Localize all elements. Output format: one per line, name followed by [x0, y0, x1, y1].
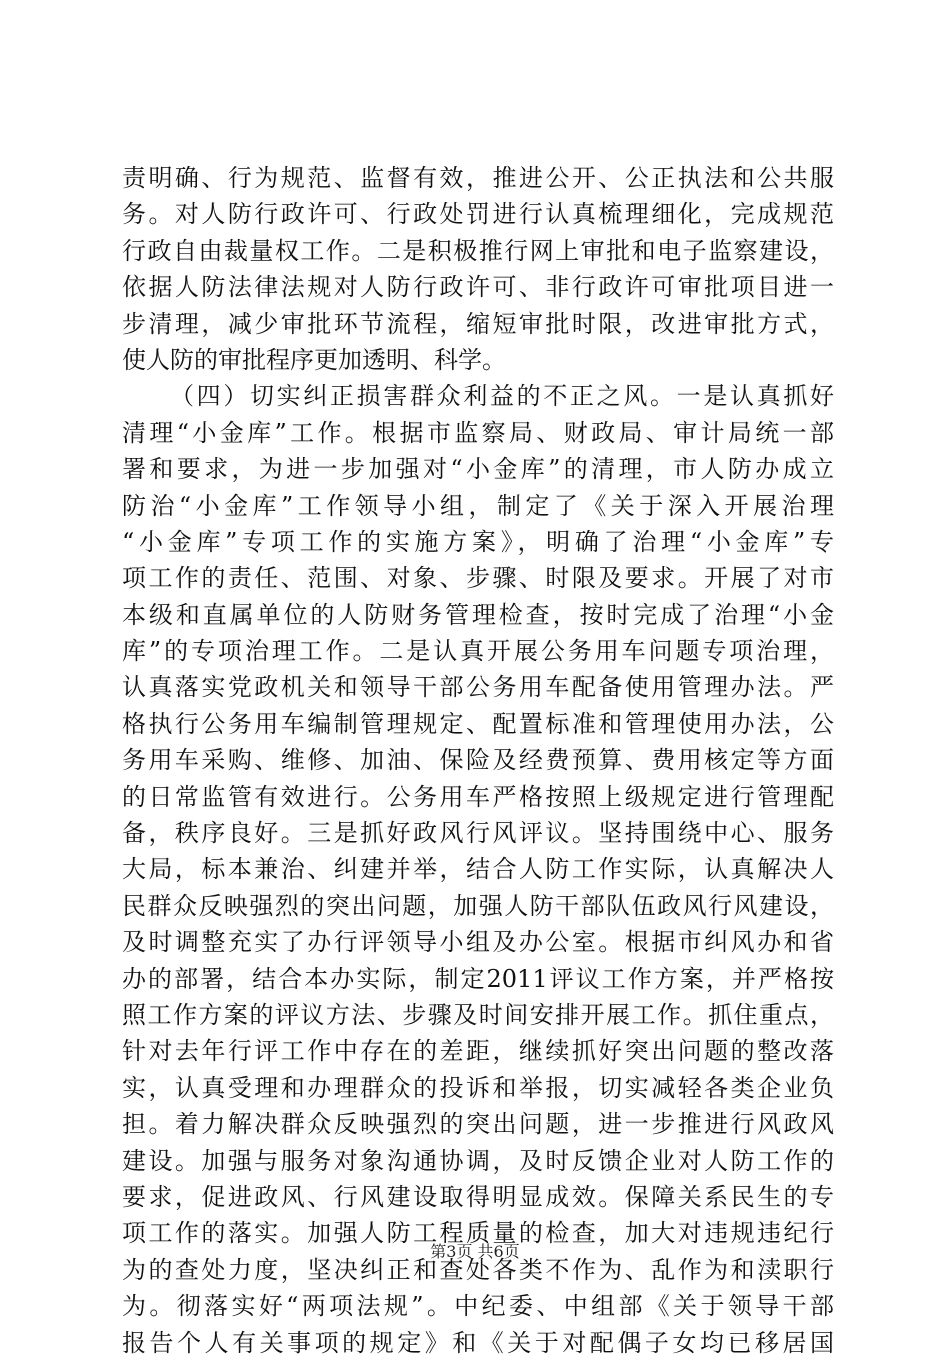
text-line-10: 防治“小金库”工作领导小组，制定了《关于深入开展治理 [122, 491, 834, 520]
text-line-8: 清理“小金库”工作。根据市监察局、财政局、审计局统一部 [122, 418, 834, 447]
text-line-30: 项工作的落实。加强人防工程质量的检查，加大对违规违纪行 [122, 1219, 834, 1248]
body-text [122, 160, 834, 1361]
page-number-footer: 第3页 共6页 [430, 1242, 520, 1261]
text-line-24: 照工作方案的评议方法、步骤及时间安排开展工作。抓住重点， [122, 1000, 834, 1029]
text-line-9: 署和要求，为进一步加强对“小金库”的清理，市人防办成立 [122, 455, 834, 484]
text-line-28: 建设。加强与服务对象沟通协调，及时反馈企业对人防工作的 [122, 1146, 834, 1175]
text-line-17: 务用车采购、维修、加油、保险及经费预算、费用核定等方面 [122, 746, 834, 775]
text-line-22: 及时调整充实了办行评领导小组及办公室。根据市纠风办和省 [122, 928, 834, 957]
text-line-6: 使人防的审批程序更加透明、科学。 [122, 345, 506, 374]
text-line-29: 要求，促进政风、行风建设取得明显成效。保障关系民生的专 [122, 1182, 834, 1211]
text-line-27: 担。着力解决群众反映强烈的突出问题，进一步推进行风政风 [122, 1110, 834, 1139]
text-line-3: 行政自由裁量权工作。二是积极推行网上审批和电子监察建设， [122, 236, 834, 265]
text-line-2: 务。对人防行政许可、行政处罚进行认真梳理细化，完成规范 [122, 200, 834, 229]
text-line-15: 认真落实党政机关和领导干部公务用车配备使用管理办法。严 [122, 673, 834, 702]
text-line-1: 责明确、行为规范、监督有效，推进公开、公正执法和公共服 [122, 164, 834, 192]
text-line-19: 备，秩序良好。三是抓好政风行风评议。坚持围绕中心、服务 [122, 819, 834, 848]
text-line-13: 本级和直属单位的人防财务管理检查，按时完成了治理“小金 [122, 600, 834, 629]
text-line-33: 报告个人有关事项的规定》和《关于对配偶子女均已移居国 [122, 1328, 834, 1357]
text-line-12: 项工作的责任、范围、对象、步骤、时限及要求。开展了对市 [122, 564, 834, 593]
text-line-20: 大局，标本兼治、纠建并举，结合人防工作实际，认真解决人 [122, 855, 834, 884]
text-line-11: “小金库”专项工作的实施方案》，明确了治理“小金库”专 [122, 527, 834, 556]
text-line-4: 依据人防法律法规对人防行政许可、非行政许可审批项目进一 [122, 273, 834, 302]
text-line-7: （四）切实纠正损害群众利益的不正之风。一是认真抓好 [170, 382, 834, 411]
text-line-32: 为。彻落实好“两项法规”。中纪委、中组部《关于领导干部 [122, 1292, 834, 1321]
text-line-14: 库”的专项治理工作。二是认真开展公务用车问题专项治理， [122, 637, 834, 666]
text-line-31: 为的查处力度，坚决纠正和查处各类不作为、乱作为和渎职行 [122, 1255, 834, 1284]
text-line-25: 针对去年行评工作中存在的差距，继续抓好突出问题的整改落 [122, 1037, 834, 1066]
text-line-26: 实，认真受理和办理群众的投诉和举报，切实减轻各类企业负 [122, 1073, 834, 1102]
text-line-18: 的日常监管有效进行。公务用车严格按照上级规定进行管理配 [122, 782, 834, 811]
text-line-16: 格执行公务用车编制管理规定、配置标准和管理使用办法，公 [122, 709, 834, 738]
text-line-5: 步清理，减少审批环节流程，缩短审批时限，改进审批方式， [122, 309, 834, 338]
text-line-23: 办的部署，结合本办实际，制定2011评议工作方案，并严格按 [122, 964, 834, 993]
text-line-21: 民群众反映强烈的突出问题，加强人防干部队伍政风行风建设， [122, 891, 834, 920]
